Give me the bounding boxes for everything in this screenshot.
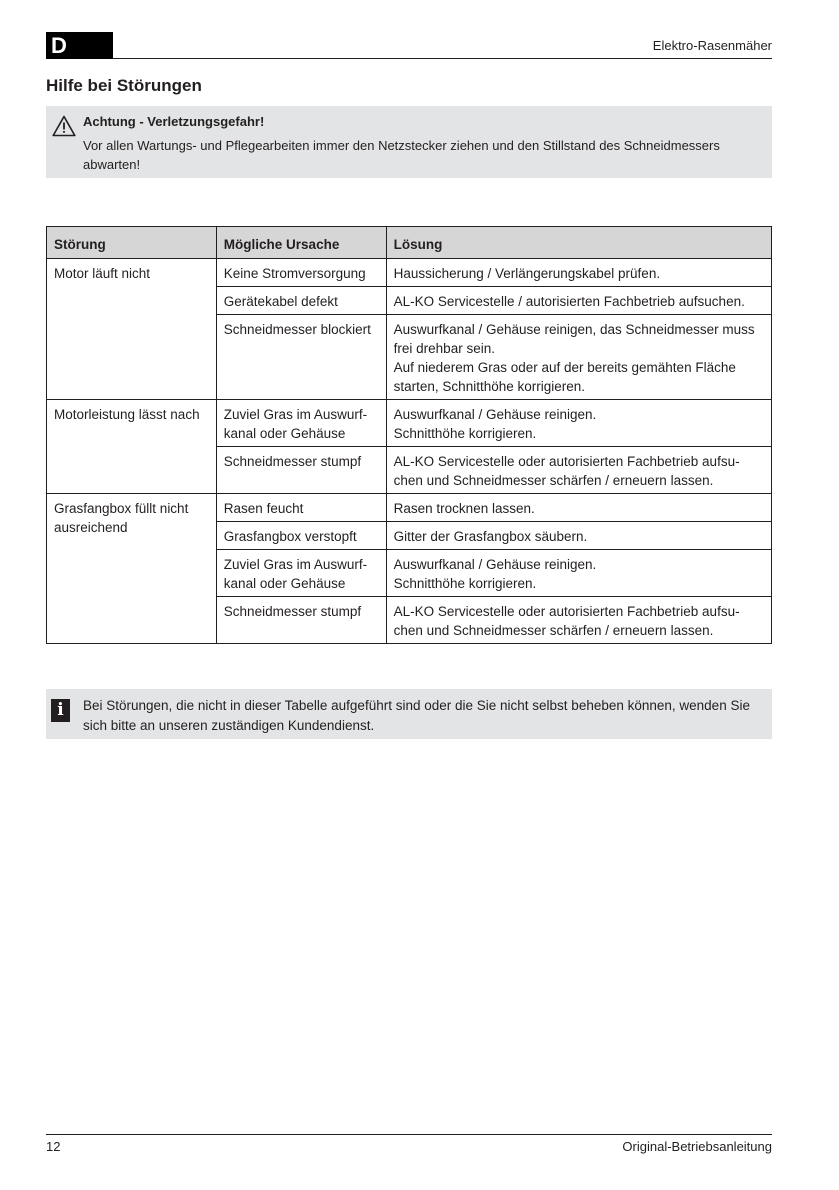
language-label: D [51,33,67,58]
solution-cell: Rasen trocknen lassen. [386,494,771,522]
cause-cell: Schneidmesser blockiert [216,315,386,400]
solution-cell: Auswurfkanal / Gehäuse reinigen. Schnitthöhe korrigieren. [386,550,771,597]
header-cause: Mögliche Ursache [216,227,386,259]
info-icon-glyph: i [57,700,64,720]
info-icon [51,699,70,722]
footer-title: Original-Betriebsanleitung [622,1139,772,1154]
fault-cell: Grasfangbox füllt nicht ausreichend [47,494,217,644]
cause-cell: Zuviel Gras im Auswurf- kanal oder Gehäuse [216,400,386,447]
solution-cell: Auswurfkanal / Gehäuse reinigen. Schnitthöhe korrigieren. [386,400,771,447]
header-solution: Lösung [386,227,771,259]
solution-cell: AL-KO Servicestelle / autorisierten Fachbetrieb aufsuchen. [386,287,771,315]
footer-divider [46,1134,772,1135]
solution-cell: AL-KO Servicestelle oder autorisierten Fachbetrieb aufsu- chen und Schneidmesser schärfen / erneuern lassen. [386,597,771,644]
table-row [47,494,772,522]
cause-cell: Zuviel Gras im Auswurf- kanal oder Gehäuse [216,550,386,597]
cause-cell: Gerätekabel defekt [216,287,386,315]
cause-cell: Rasen feucht [216,494,386,522]
header-fault: Störung [47,227,217,259]
header-title: Elektro-Rasenmäher [652,38,772,53]
troubleshooting-table [46,226,772,644]
cause-cell: Keine Stromversorgung [216,259,386,287]
info-text: Bei Störungen, die nicht in dieser Tabelle aufgeführt sind oder die Sie nicht selbst beheben können, wenden Sie sich bitte an unseren zuständigen Kundendienst. [83,698,750,733]
warning-text: Vor allen Wartungs- und Pflegearbeiten immer den Netzstecker ziehen und den Stillstand des Schneidmessers abwarten! [83,138,720,172]
fault-cell: Motor läuft nicht [47,259,217,400]
table-row [47,400,772,447]
language-badge [46,32,113,59]
solution-cell: Haussicherung / Verlängerungskabel prüfen. [386,259,771,287]
solution-cell: AL-KO Servicestelle oder autorisierten Fachbetrieb aufsu- chen und Schneidmesser schärfen / erneuern lassen. [386,447,771,494]
table-header-row [47,227,772,259]
solution-cell: Gitter der Grasfangbox säubern. [386,522,771,550]
cause-cell: Schneidmesser stumpf [216,447,386,494]
cause-cell: Schneidmesser stumpf [216,597,386,644]
solution-cell: Auswurfkanal / Gehäuse reinigen, das Schneidmesser muss frei drehbar sein. Auf niederem Gras oder auf der bereits gemähten Fläche starten, Schnitthöhe korrigieren. [386,315,771,400]
fault-cell: Motorleistung lässt nach [47,400,217,494]
table-row [47,259,772,287]
warning-box [46,106,772,178]
warning-triangle-icon [52,115,76,137]
cause-cell: Grasfangbox verstopft [216,522,386,550]
info-box [46,689,772,739]
page-title: Hilfe bei Störungen [46,76,202,95]
warning-title: Achtung - Verletzungsgefahr! [83,114,265,129]
page-number: 12 [46,1139,61,1154]
header-divider [113,58,772,59]
